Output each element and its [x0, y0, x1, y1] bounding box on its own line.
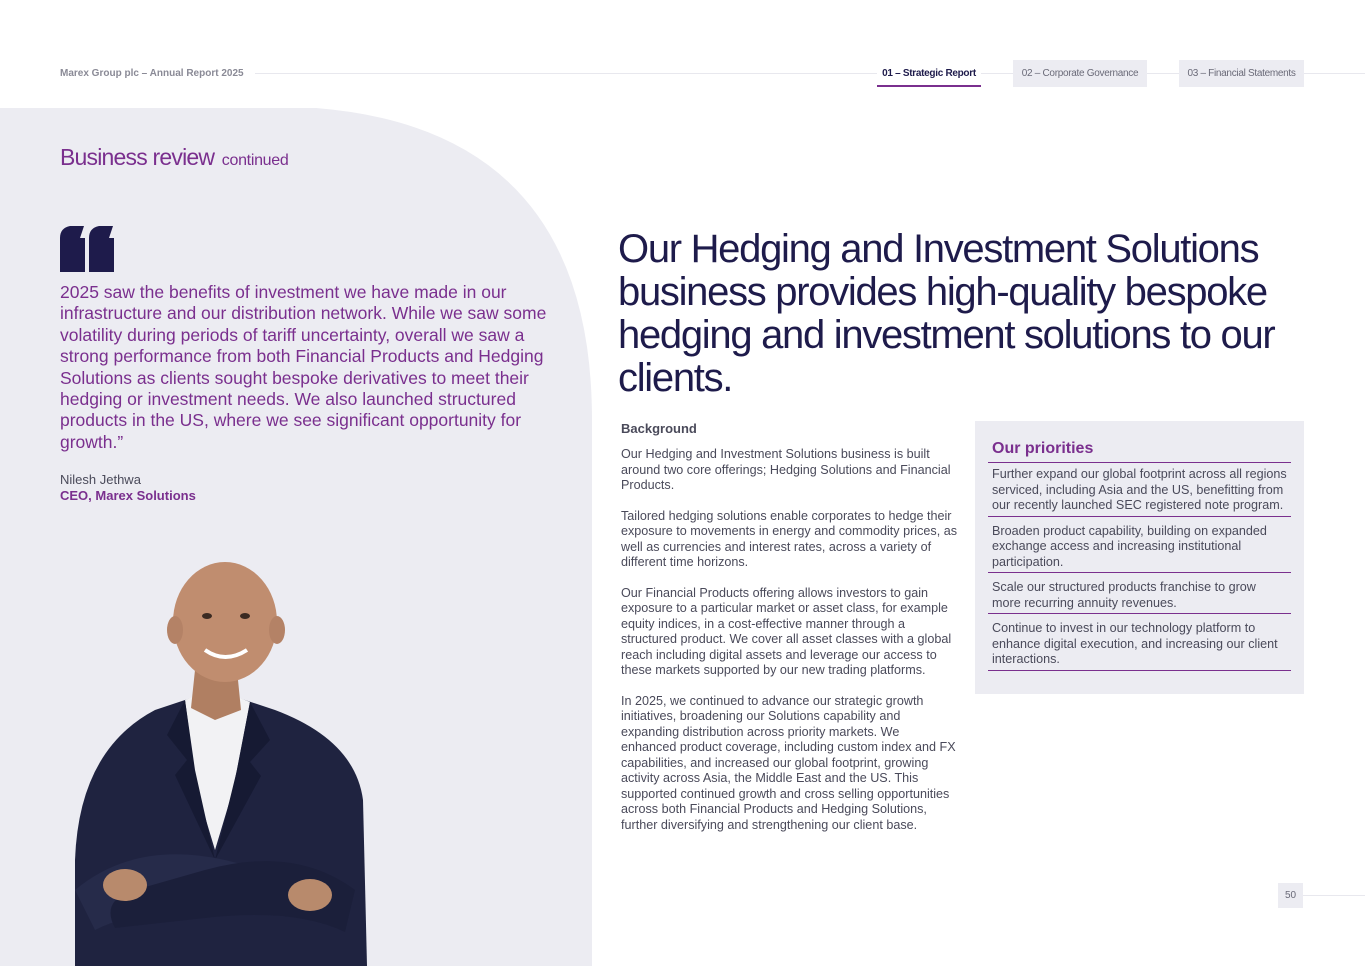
- background-paragraph: Our Hedging and Investment Solutions business is built around two core offerings; Hedging Solutions and Financial Products.: [621, 447, 951, 492]
- tab-strategic-report[interactable]: 01 – Strategic Report: [877, 60, 981, 87]
- tab-corporate-governance[interactable]: 02 – Corporate Governance: [1013, 60, 1147, 87]
- headline: Our Hedging and Investment Solutions business provides high-quality bespoke hedging and investment solutions to our clients.: [618, 227, 1275, 400]
- pull-quote-text: 2025 saw the benefits of investment we have made in our infrastructure and our distribution network. While we saw some volatility during periods of tariff uncertainty, overall we saw a strong performance from both Financial Products and Hedging Solutions as clients sought bespoke derivatives to meet their hedging or investment needs. We also launched structured products in the US, where we see significant opportunity for growth.”: [60, 282, 547, 452]
- section-title: [60, 144, 288, 171]
- tab-financial-statements[interactable]: 03 – Financial Statements: [1179, 60, 1304, 87]
- background-paragraph: Tailored hedging solutions enable corporates to hedge their exposure to movements in energy and commodity prices, as well as currencies and interest rates, across a variety of different time horizons.: [621, 508, 957, 569]
- priority-item: Scale our structured products franchise to grow more recurring annuity revenues.: [988, 580, 1291, 614]
- priorities-title: Our priorities: [992, 440, 1094, 457]
- priority-item: Further expand our global footprint across all regions serviced, including Asia and the US, benefitting from our recently launched SEC registered note program.: [988, 467, 1291, 517]
- footer-rule: [1303, 895, 1365, 896]
- quote-author-name: Nilesh Jethwa: [60, 472, 141, 487]
- priority-item: Continue to invest in our technology platform to enhance digital execution, and increasing our client interactions.: [988, 621, 1291, 671]
- quote-author-role: CEO, Marex Solutions: [60, 488, 196, 503]
- background-body: [621, 447, 957, 848]
- report-name: Marex Group plc – Annual Report 2025: [60, 68, 250, 79]
- section-title-suffix: continued: [221, 152, 289, 169]
- section-title-main: Business review: [60, 144, 215, 170]
- priorities-panel: [975, 421, 1304, 694]
- quote-mark-icon: [58, 224, 116, 274]
- background-paragraph: In 2025, we continued to advance our strategic growth initiatives, broadening our Solutions capability and expanding distribution across priority markets. We enhanced product coverage, including custom index and FX capabilities, and increased our global footprint, growing activity across Asia, the Middle East and the US. This supported continued growth and cross selling opportunities across both Financial Products and Hedging Solutions, further diversifying and strengthening our client base.: [621, 693, 956, 832]
- priorities-divider: [988, 462, 1291, 463]
- priority-item: Broaden product capability, building on expanded exchange access and increasing institutional participation.: [988, 524, 1291, 574]
- portrait-photo: [55, 560, 375, 966]
- page-number: 50: [1278, 883, 1303, 908]
- background-heading: Background: [621, 421, 697, 436]
- background-paragraph: Our Financial Products offering allows investors to gain exposure to a particular market or asset class, for example equity indices, in a cost-effective manner through a structured product. We cover all asset classes with a global reach including digital assets and leverage our access to these markets supported by our new trading platforms.: [621, 585, 952, 677]
- priorities-list: [988, 467, 1291, 678]
